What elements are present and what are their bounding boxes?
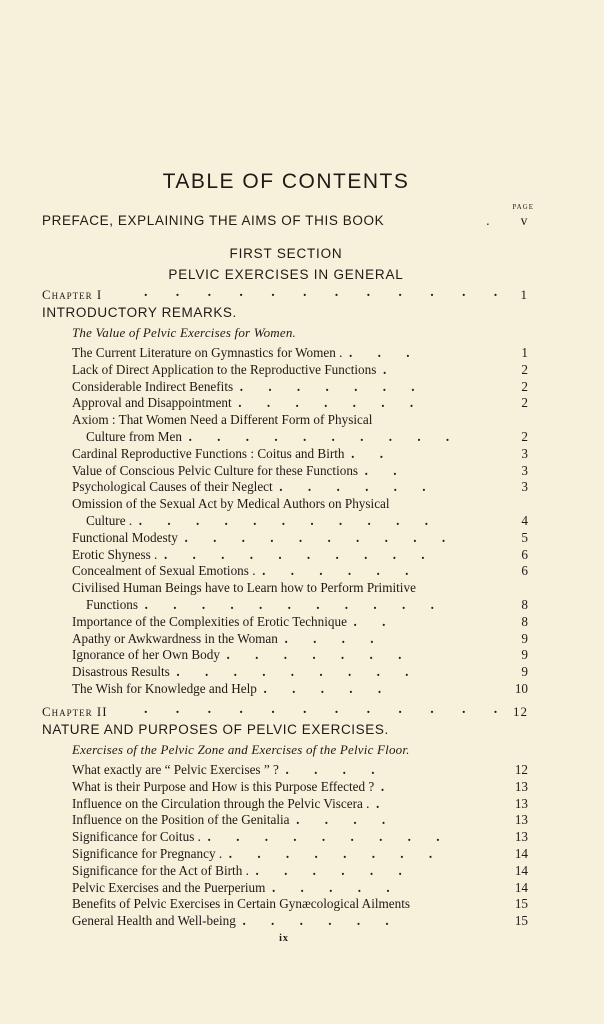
toc-entry-leader: . . . .: [296, 812, 397, 828]
toc-entry-text: [72, 880, 401, 895]
toc-entry-page: 9: [521, 647, 528, 663]
toc-entry-leader: .: [376, 795, 391, 811]
preface-text: PREFACE, EXPLAINING THE AIMS OF THIS BOOK: [42, 213, 385, 228]
toc-entry: [72, 580, 532, 614]
toc-entry: [72, 379, 532, 396]
toc-entry: [72, 779, 532, 796]
toc-entry-title: Benefits of Pelvic Exercises in Certain Gynæcological Ailments: [72, 896, 411, 912]
toc-entry-text: [72, 446, 394, 461]
toc-entry-leader: .: [380, 778, 396, 794]
toc-entry-text: [72, 412, 460, 444]
toc-entry-continuation: Culture from Men: [86, 428, 182, 444]
toc-entry-page: 6: [521, 563, 528, 579]
toc-entry-title: Concealment of Sexual Emotions .: [72, 563, 256, 579]
toc-entry-title: Civilised Human Beings have to Learn how to Perform Primitive: [72, 580, 416, 596]
toc-entry: [72, 479, 532, 496]
toc-entry-page: 9: [521, 630, 528, 646]
toc-entry-title: Ignorance of her Own Body: [72, 647, 220, 663]
toc-entry: [72, 863, 532, 880]
toc-entry: [72, 812, 532, 829]
toc-entry-title: Influence on the Position of the Genitalia: [72, 812, 290, 828]
chapter-subtitle: The Value of Pelvic Exercises for Women.: [72, 325, 297, 340]
toc-entry-title: Considerable Indirect Benefits: [72, 378, 234, 394]
toc-entry: [72, 896, 532, 913]
toc-entry-leader: . . . . . . . . . .: [184, 529, 457, 545]
toc-entry-title: Significance for Pregnancy .: [72, 845, 223, 861]
toc-entry-leader: . . . . . . .: [226, 647, 413, 663]
toc-entry: [72, 796, 532, 813]
toc-entry-leader: . . . . . . .: [238, 395, 425, 411]
toc-entry-title: Approval and Disappointment: [72, 395, 232, 411]
toc-entry-leader: . . . . . . . . . .: [188, 428, 461, 444]
toc-entry-continuation: Functions: [86, 596, 139, 612]
toc-entry-page: 6: [521, 546, 528, 562]
toc-entry-title: Functional Modesty: [72, 529, 178, 545]
toc-entry: [72, 631, 532, 648]
toc-entry: [72, 395, 532, 412]
toc-entry: [72, 664, 532, 681]
toc-entry-title: Lack of Direct Application to the Reproductive Functions: [72, 361, 377, 377]
toc-entry-page: 13: [514, 812, 528, 828]
toc-entry: [72, 446, 532, 463]
toc-entry-text: [72, 530, 456, 545]
toc-entry-leader: . . . .: [284, 630, 385, 646]
toc-entry-text: [72, 463, 408, 478]
page-title: TABLE OF CONTENTS: [162, 170, 410, 193]
chapter-title: NATURE AND PURPOSES OF PELVIC EXERCISES.: [42, 722, 389, 737]
chapter-heading: [42, 287, 532, 303]
toc-entry-title: The Wish for Knowledge and Help: [72, 680, 257, 696]
toc-entry-leader: . . . . .: [271, 879, 401, 895]
toc-entry-leader: .: [382, 361, 398, 377]
toc-entry-leader: . . . . . .: [279, 479, 437, 495]
chapter-title: INTRODUCTORY REMARKS.: [42, 305, 237, 320]
preface-entry: [42, 213, 532, 228]
toc-entry-text: [72, 779, 395, 794]
toc-entry-title: Apathy or Awkwardness in the Woman: [72, 630, 278, 646]
toc-entry-text: [72, 631, 385, 646]
toc-entry: [72, 829, 532, 846]
toc-entry-page: 14: [514, 879, 528, 895]
preface-page: v: [520, 213, 528, 228]
toc-entry: [72, 530, 532, 547]
toc-entry-page: 2: [521, 395, 528, 411]
toc-entry-title: What is their Purpose and How is this Purpose Effected ?: [72, 778, 375, 794]
toc-entry-page: 10: [514, 680, 528, 696]
toc-entry: [72, 913, 532, 930]
toc-entry-leader: . . . . . . . . .: [176, 664, 420, 680]
toc-entry-page: 2: [521, 428, 528, 444]
toc-entry-text: [72, 614, 396, 629]
toc-entry-page: 12: [514, 762, 528, 777]
toc-entry-page: 8: [521, 596, 528, 612]
toc-entry-text: [72, 681, 392, 696]
toc-entry-page: 2: [521, 361, 528, 377]
toc-entry-page: 14: [514, 845, 528, 861]
toc-entry: [72, 563, 532, 580]
toc-entry-text: [72, 496, 439, 528]
toc-entry-leader: . . . . . .: [262, 563, 420, 579]
toc-entry-page: 13: [514, 795, 528, 811]
toc-entry-leader: . . .: [349, 345, 421, 360]
toc-entry-title: Value of Conscious Pelvic Culture for these Functions: [72, 462, 359, 478]
toc-entry-page: 13: [514, 829, 528, 845]
toc-entry-text: [72, 846, 443, 861]
page-column-label: PAGE: [512, 203, 534, 211]
toc-entry-page: 14: [514, 862, 528, 878]
toc-entry-title: Axiom : That Women Need a Different Form of Physical: [72, 412, 373, 428]
toc-entry: [72, 880, 532, 897]
toc-entry-text: [72, 345, 421, 360]
toc-entry: [72, 496, 532, 530]
toc-entry-leader: . . . . . .: [255, 862, 413, 878]
toc-entry-page: 8: [521, 613, 528, 629]
toc-entry-leader: . . . .: [285, 762, 386, 777]
toc-entry-text: [72, 829, 451, 844]
chapter-1-entries: [72, 345, 532, 698]
toc-entry-page: 3: [521, 445, 528, 461]
page-folio: ix: [279, 933, 289, 944]
chapter-subtitle: Exercises of the Pelvic Zone and Exercises of the Pelvic Floor.: [72, 742, 410, 757]
toc-entry-text: [72, 863, 413, 878]
toc-entry: [72, 846, 532, 863]
toc-entry: [72, 463, 532, 480]
toc-entry-page: 3: [521, 479, 528, 495]
toc-entry-text: [72, 547, 436, 562]
toc-entry-text: [72, 362, 397, 377]
toc-entry-page: 9: [521, 664, 528, 680]
toc-entry: [72, 547, 532, 564]
toc-entry-leader: . .: [364, 462, 408, 478]
toc-entry-title: Cardinal Reproductive Functions : Coitus and Birth: [72, 445, 345, 461]
toc-entry-title: Pelvic Exercises and the Puerperium: [72, 879, 266, 895]
toc-entry-title: Disastrous Results: [72, 664, 170, 680]
toc-entry-title: The Current Literature on Gymnastics for Women .: [72, 345, 343, 360]
toc-entry-leader: . .: [351, 445, 394, 461]
toc-entry-title: General Health and Well-being: [72, 913, 236, 929]
toc-entry-page: 13: [514, 778, 528, 794]
toc-entry-continuation: Culture .: [86, 512, 133, 528]
toc-entry-text: [72, 664, 419, 679]
toc-entry-leader: . . . . . . . .: [228, 845, 444, 861]
toc-entry-title: Significance for Coitus .: [72, 829, 201, 845]
toc-entry-page: 15: [514, 896, 528, 912]
preface-leader: .: [486, 213, 491, 228]
chapter-page: 12: [513, 704, 528, 719]
toc-entry-title: Influence on the Circulation through the Pelvic Viscera .: [72, 795, 370, 811]
chapter-page: 1: [520, 287, 528, 302]
toc-entry-text: [72, 479, 437, 494]
toc-entry: [72, 647, 532, 664]
toc-entry-text: [72, 580, 445, 612]
toc-entry: [72, 614, 532, 631]
toc-entry-title: Importance of the Complexities of Erotic Technique: [72, 613, 347, 629]
toc-entry-page: 2: [521, 378, 528, 394]
toc-entry: [72, 362, 532, 379]
toc-entry-text: [72, 913, 400, 928]
toc-entry-text: [72, 379, 426, 394]
toc-entry: [72, 681, 532, 698]
toc-entry-page: 5: [521, 529, 528, 545]
toc-entry-page: 3: [521, 462, 528, 478]
toc-entry-page: 15: [514, 913, 528, 929]
toc-entry-text: [72, 812, 396, 827]
toc-entry-text: [72, 563, 419, 578]
toc-entry-leader: . . . . . .: [242, 913, 400, 929]
section-number: FIRST SECTION: [229, 246, 343, 261]
chapter-heading: [42, 704, 532, 720]
toc-entry-page: 1: [521, 345, 528, 360]
toc-entry-title: Psychological Causes of their Neglect: [72, 479, 273, 495]
toc-entry: [72, 412, 532, 446]
toc-entry-title: Erotic Shyness .: [72, 546, 158, 562]
toc-entry-leader: . . . . . . . . . . .: [144, 596, 445, 612]
toc-entry-title: Significance for the Act of Birth .: [72, 862, 249, 878]
toc-entry-text: [72, 395, 424, 410]
toc-entry-text: [72, 896, 417, 911]
toc-entry-leader: . . . . .: [263, 680, 393, 696]
toc-entry-title: What exactly are “ Pelvic Exercises ” ?: [72, 762, 279, 777]
chapter-leader: . . . . . . . . . . . .: [144, 285, 510, 300]
toc-entry-text: [72, 762, 386, 777]
toc-entry-page: 4: [521, 512, 528, 528]
toc-entry: [72, 762, 532, 779]
toc-entry-title: Omission of the Sexual Act by Medical Authors on Physical: [72, 496, 390, 512]
toc-entry-leader: . . . . . . . . . . .: [138, 512, 439, 528]
toc-entry-leader: . . . . . . .: [239, 378, 426, 394]
chapter-2-entries: [72, 762, 532, 930]
toc-entry-leader: . . . . . . . . . .: [163, 546, 436, 562]
toc-entry: [72, 345, 532, 362]
toc-entry-leader: . . . . . . . . .: [207, 829, 451, 845]
section-name: PELVIC EXERCISES IN GENERAL: [168, 267, 404, 282]
toc-entry-text: [72, 647, 412, 662]
toc-entry-text: [72, 796, 390, 811]
toc-entry-leader: . .: [353, 613, 397, 629]
chapter-leader: . . . . . . . . . . . .: [144, 702, 510, 717]
chapter-label: Chapter I: [42, 287, 103, 302]
chapter-label: Chapter II: [42, 704, 108, 719]
